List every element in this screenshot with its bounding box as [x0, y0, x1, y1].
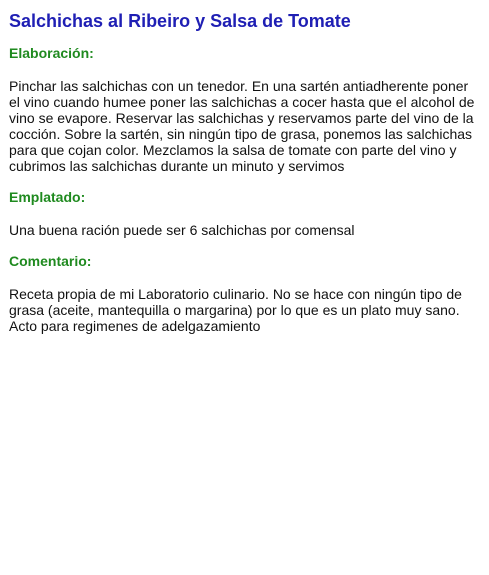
page-title: Salchichas al Ribeiro y Salsa de Tomate — [9, 11, 351, 31]
elaboracion-heading: Elaboración: — [9, 45, 94, 61]
comentario-text: Receta propia de mi Laboratorio culinario. No se hace con ningún tipo de grasa (aceite, mantequilla o margarina) por lo que es un plato muy sano. Acto para regimenes de adelgazamiento — [9, 286, 462, 334]
elaboracion-text: Pinchar las salchichas con un tenedor. En una sartén antiadherente poner el vino cuando humee poner las salchichas a cocer hasta que el alcohol de vino se evapore. Reservar las salchichas y reservamos parte del vino de la cocción. Sobre la sartén, sin ningún tipo de grasa, ponemos las salchichas para que cojan color. Mezclamos la salsa de tomate con parte del vino y cubrimos las salchichas durante un minuto y servimos — [9, 78, 475, 174]
emplatado-text: Una buena ración puede ser 6 salchichas por comensal — [9, 222, 355, 238]
comentario-heading: Comentario: — [9, 253, 92, 269]
emplatado-heading: Emplatado: — [9, 189, 86, 205]
